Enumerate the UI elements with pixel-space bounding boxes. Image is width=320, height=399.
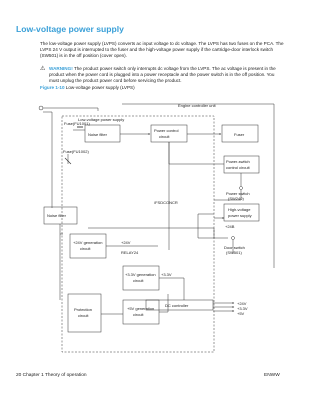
label-fsrdoncr: /FSDCONCR — [154, 200, 178, 205]
warning-label: WARNING! — [49, 66, 73, 71]
figure-caption-text: Low-voltage power supply (LVPS) — [65, 85, 135, 90]
label-gen33-2: circuit — [133, 278, 144, 283]
label-gen24-2: circuit — [80, 246, 91, 251]
label-door-2: (SW501) — [226, 250, 242, 255]
label-24v-top: +24V — [121, 240, 131, 245]
label-protection-2: circuit — [78, 313, 89, 318]
label-gen33-1: +3.3V generation — [125, 272, 156, 277]
label-power-control-2: circuit — [159, 134, 170, 139]
label-out-5v: +5V — [237, 311, 245, 316]
label-engine-controller: Engine controller unit — [178, 103, 216, 108]
label-psc-2: control circuit — [226, 165, 250, 170]
lvps-block-diagram — [38, 94, 278, 356]
warning-icon: ⚠ — [40, 66, 46, 72]
label-out-24v: +24V — [237, 301, 247, 306]
label-gen5-2: circuit — [133, 312, 144, 317]
label-hv-2: power supply — [228, 213, 252, 218]
label-33v-mid: +3.3V — [161, 272, 172, 277]
intro-paragraph: The low-voltage power supply (LVPS) converts ac input voltage to dc voltage. The LVPS has two fuses on the PCA. The LVPS 24 V output is interrupted to the fuser and the high-voltage power supply if the cartridge-door interlock switch (SW501) is in the off position (cover open). — [40, 41, 284, 59]
power-switch-icon — [240, 187, 243, 190]
label-lvps: Low-voltage power supply — [78, 117, 125, 122]
label-out-33v: +3.3V — [237, 306, 248, 311]
label-ps-2: (SW240) — [228, 196, 244, 201]
label-fuse-2: Fuse(FU1002) — [63, 149, 89, 154]
warning-text: The product power switch only interrupts dc voltage from the LVPS. The ac voltage is present in the product when the power cord is plugged into a power receptacle and the power switch is in the off position. You must unplug the product power cord before servicing the product. — [49, 66, 276, 84]
warning-block — [49, 66, 285, 85]
label-relay24: RELAY24 — [121, 250, 139, 255]
label-gen24-1: +24V generation — [73, 240, 103, 245]
label-noise-filter-1: Noise filter — [88, 132, 107, 137]
ac-plug-icon — [39, 106, 43, 110]
label-ps-1: Power switch — [226, 191, 250, 196]
label-fuse-1: Fuse(FU1001) — [64, 121, 90, 126]
engine-controller-boundary — [122, 104, 274, 268]
page-footer: 20 Chapter 1 Theory of operation — [16, 373, 87, 378]
label-power-control-1: Power control — [154, 128, 179, 133]
label-fuser: Fuser — [234, 132, 245, 137]
label-psc-1: Power-switch — [226, 159, 250, 164]
door-switch-icon — [232, 237, 235, 240]
section-title: Low-voltage power supply — [16, 24, 124, 34]
label-hv-1: High-voltage — [228, 207, 251, 212]
label-gen5-1: +5V generation — [127, 306, 155, 311]
label-noise-filter-2: Noise filter — [47, 213, 66, 218]
label-dc-controller: DC controller — [165, 303, 189, 308]
label-door-1: Door switch — [224, 245, 245, 250]
figure-number: Figure 1-10 — [40, 85, 65, 90]
footer-brand: ENWW — [264, 373, 280, 378]
label-protection-1: Protection — [74, 307, 93, 312]
figure-caption — [40, 85, 135, 91]
label-24b: +24B — [225, 224, 235, 229]
